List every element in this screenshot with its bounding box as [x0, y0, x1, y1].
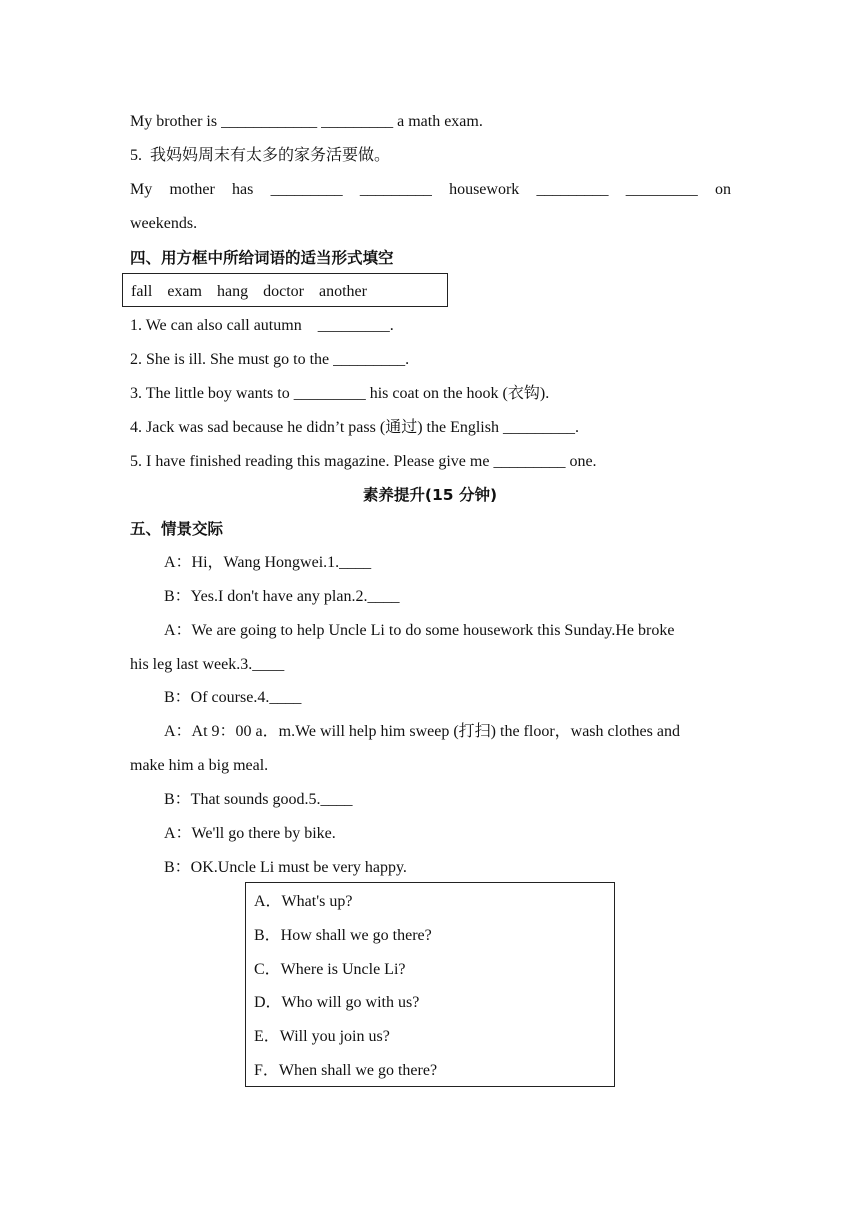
option-a: A．What's up? [254, 893, 353, 910]
question-5-chinese: 5. 我妈妈周末有太多的家务活要做。 [130, 147, 391, 164]
option-e: E．Will you join us? [254, 1028, 390, 1045]
blank: _________ [625, 181, 698, 198]
dialogue-line: A：Hi，Wang Hongwei.1.____ [164, 554, 372, 571]
word: on [714, 181, 731, 198]
question-5-english-end: weekends. [130, 215, 198, 232]
word: housework [449, 181, 520, 198]
word: My [130, 181, 153, 198]
blank: _________ [270, 181, 343, 198]
dialogue-line: A：We are going to help Uncle Li to do some housework this Sunday.He broke [164, 622, 675, 639]
dialogue-line: B：That sounds good.5.____ [164, 791, 353, 808]
section-title: 素养提升(15 分钟) [362, 486, 498, 504]
word-fall: fall [131, 283, 153, 300]
option-d: D．Who will go with us? [254, 994, 420, 1011]
blank: _________ [536, 181, 609, 198]
option-f: F．When shall we go there? [254, 1062, 438, 1079]
dialogue-line: B：Yes.I don't have any plan.2.____ [164, 588, 400, 605]
word-exam: exam [167, 283, 202, 300]
word-hang: hang [216, 283, 249, 300]
part4-heading: 四、用方框中所给词语的适当形式填空 [130, 249, 394, 267]
part4-item-2: 2. She is ill. She must go to the _________. [130, 351, 410, 368]
part5-heading: 五、情景交际 [130, 520, 224, 538]
dialogue-line: A：At 9：00 a．m.We will help him sweep (打扫) the floor，wash clothes and [164, 723, 680, 740]
option-c: C．Where is Uncle Li? [254, 961, 406, 978]
blank: _________ [359, 181, 432, 198]
word: has [232, 181, 254, 198]
word: mother [169, 181, 215, 198]
line-brother: My brother is ____________ _________ a math exam. [130, 113, 483, 130]
word-another: another [318, 283, 367, 300]
dialogue-line: B：OK.Uncle Li must be very happy. [164, 859, 407, 876]
dialogue-line: his leg last week.3.____ [130, 656, 285, 673]
option-b: B．How shall we go there? [254, 927, 432, 944]
word-list [131, 282, 367, 302]
part4-item-5: 5. I have finished reading this magazine. Please give me _________ one. [130, 453, 597, 470]
word-doctor: doctor [263, 283, 304, 300]
dialogue-line: B：Of course.4.____ [164, 689, 302, 706]
options-box [245, 882, 615, 1087]
question-5-english [130, 180, 731, 200]
dialogue-line: A：We'll go there by bike. [164, 825, 336, 842]
part4-item-4: 4. Jack was sad because he didn’t pass (通过) the English _________. [130, 419, 579, 436]
part4-item-1: 1. We can also call autumn _________. [130, 317, 394, 334]
dialogue-line: make him a big meal. [130, 757, 269, 774]
part4-item-3: 3. The little boy wants to _________ his coat on the hook (衣钩). [130, 385, 550, 402]
